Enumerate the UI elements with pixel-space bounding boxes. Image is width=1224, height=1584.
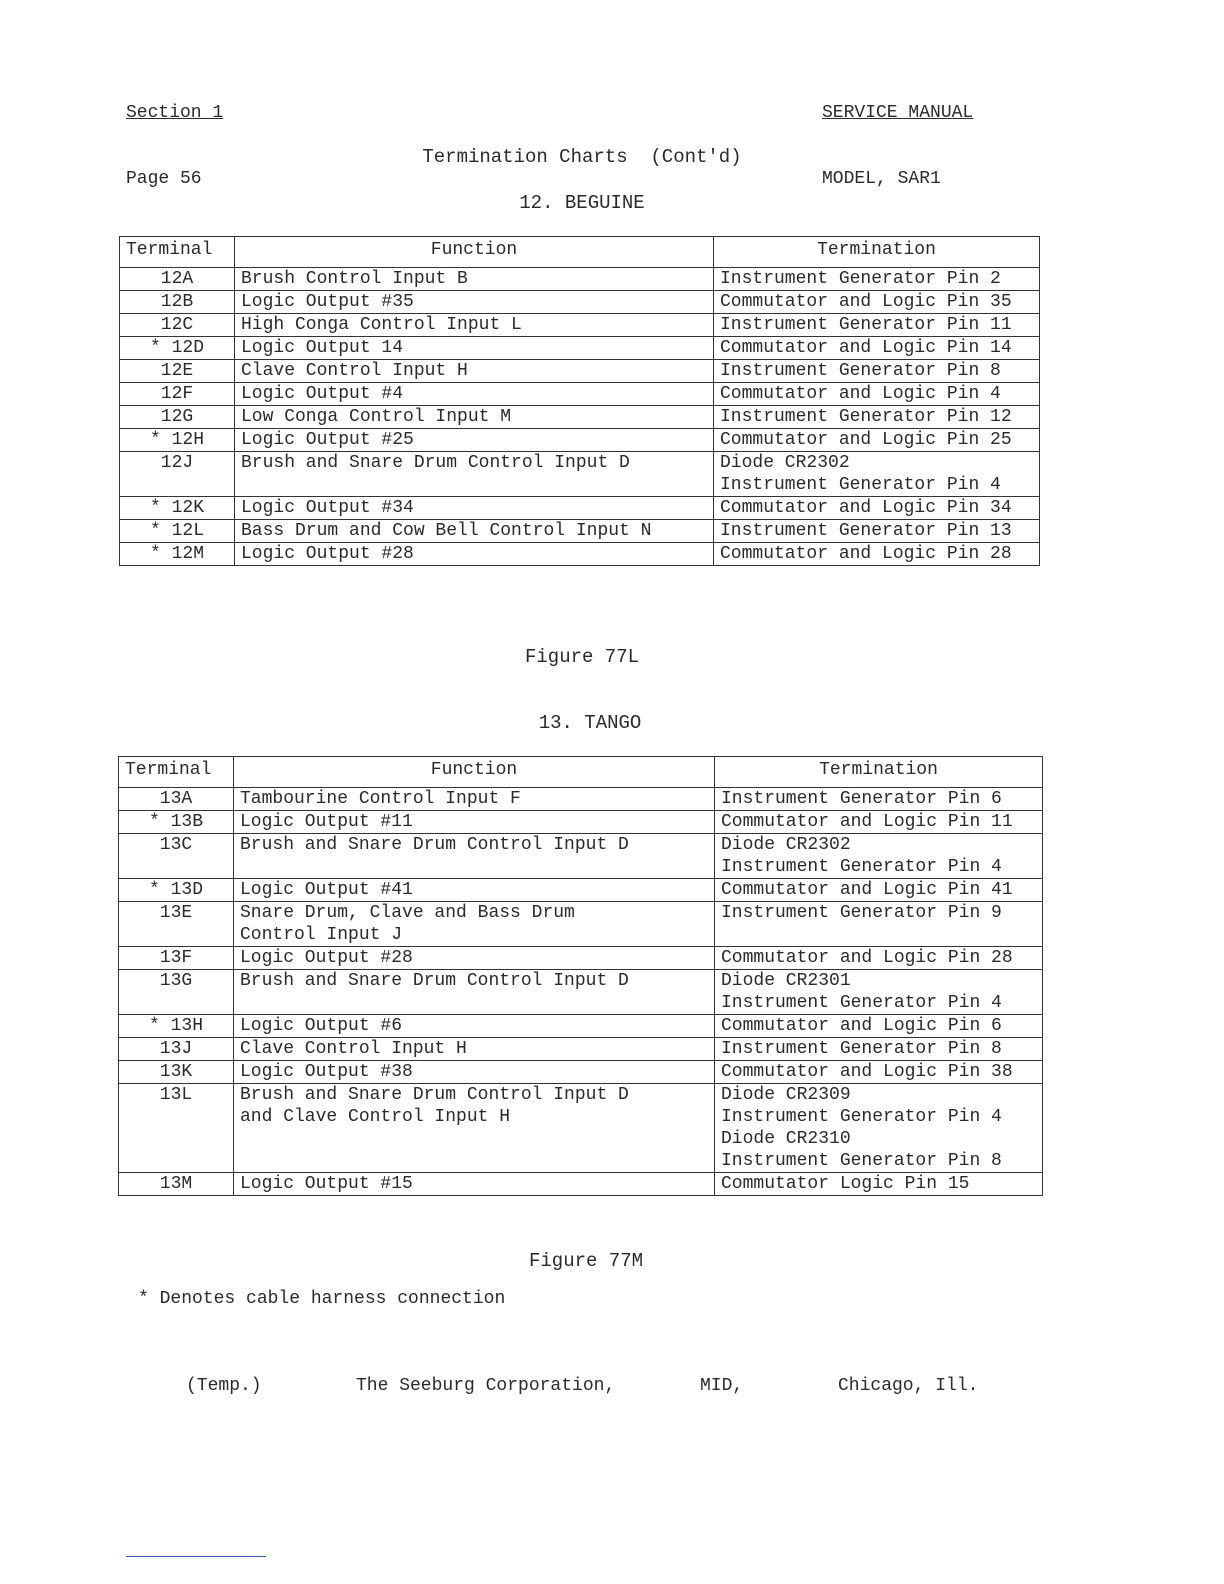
function-cell [235, 291, 714, 314]
function-cell [234, 879, 715, 902]
function-line: Logic Output #6 [240, 1016, 403, 1036]
function-line: Logic Output #41 [240, 880, 413, 900]
terminal-cell: 13J [119, 1038, 234, 1061]
termination-line: Diode CR2301 [721, 971, 851, 991]
termination-cell [715, 1173, 1043, 1196]
termination-table-tango [118, 756, 1043, 1196]
function-cell [235, 360, 714, 383]
function-line: Tambourine Control Input F [240, 789, 521, 809]
termination-line: Diode CR2302 [721, 835, 851, 855]
function-cell [234, 1173, 715, 1196]
table-row [120, 429, 1040, 452]
terminal-cell: * 12D [120, 337, 235, 360]
function-line: Logic Output #28 [240, 948, 413, 968]
function-cell [235, 383, 714, 406]
termination-line: Commutator and Logic Pin 11 [721, 812, 1013, 832]
function-cell [235, 497, 714, 520]
table-row [119, 1038, 1043, 1061]
termination-cell [715, 788, 1043, 811]
function-cell [235, 452, 714, 497]
terminal-cell: 13E [119, 902, 234, 947]
bottom-rule [126, 1556, 266, 1557]
termination-line: Commutator and Logic Pin 28 [720, 544, 1012, 564]
function-cell [234, 788, 715, 811]
footer-company: The Seeburg Corporation, [356, 1376, 616, 1396]
terminal-cell: 13L [119, 1084, 234, 1173]
section-heading-tango: 13. TANGO [538, 712, 642, 734]
table-row [120, 452, 1040, 497]
termination-line: Diode CR2310 [721, 1129, 851, 1149]
termination-cell [714, 429, 1040, 452]
function-cell [234, 947, 715, 970]
function-line: Logic Output 14 [241, 338, 404, 358]
terminal-cell: 12G [120, 406, 235, 429]
table-header-row [119, 757, 1043, 788]
termination-cell [715, 811, 1043, 834]
termination-cell [715, 879, 1043, 902]
column-header-function: Function [235, 237, 714, 268]
terminal-cell: 13M [119, 1173, 234, 1196]
termination-line: Commutator and Logic Pin 41 [721, 880, 1013, 900]
function-line: Logic Output #11 [240, 812, 413, 832]
table-row [120, 291, 1040, 314]
table-row [120, 383, 1040, 406]
table-header-row [120, 237, 1040, 268]
table-row [119, 1084, 1043, 1173]
table-row [119, 879, 1043, 902]
function-line: Logic Output #15 [240, 1174, 413, 1194]
terminal-cell: * 12H [120, 429, 235, 452]
function-line: Snare Drum, Clave and Bass Drum [240, 903, 575, 923]
function-line: Clave Control Input H [241, 361, 468, 381]
termination-line: Instrument Generator Pin 8 [721, 1151, 1002, 1171]
table-row [119, 902, 1043, 947]
table-row [120, 268, 1040, 291]
termination-line: Instrument Generator Pin 13 [720, 521, 1012, 541]
function-line: Logic Output #4 [241, 384, 404, 404]
header-left [126, 58, 223, 212]
table-row [119, 788, 1043, 811]
table-row [120, 497, 1040, 520]
function-line: Logic Output #28 [241, 544, 414, 564]
function-line: and Clave Control Input H [240, 1107, 511, 1127]
function-cell [234, 1015, 715, 1038]
termination-line: Commutator and Logic Pin 25 [720, 430, 1012, 450]
table-row [119, 834, 1043, 879]
termination-cell [715, 970, 1043, 1015]
terminal-cell: 12J [120, 452, 235, 497]
cable-harness-note: * Denotes cable harness connection [138, 1289, 506, 1309]
footer-division: MID, [700, 1376, 744, 1396]
column-header-function: Function [234, 757, 715, 788]
termination-line: Commutator Logic Pin 15 [721, 1174, 970, 1194]
table-row [119, 1173, 1043, 1196]
terminal-cell: 13K [119, 1061, 234, 1084]
termination-line: Commutator and Logic Pin 35 [720, 292, 1012, 312]
terminal-cell: 13F [119, 947, 234, 970]
table-row [119, 811, 1043, 834]
termination-cell [714, 291, 1040, 314]
termination-line: Instrument Generator Pin 6 [721, 789, 1002, 809]
termination-line: Instrument Generator Pin 12 [720, 407, 1012, 427]
page-title: Termination Charts (Cont'd) [422, 146, 742, 168]
function-cell [235, 520, 714, 543]
footer-city: Chicago, Ill. [838, 1376, 979, 1396]
termination-cell [715, 947, 1043, 970]
figure-caption-77l: Figure 77L [524, 646, 640, 668]
section-label: Section 1 [126, 103, 224, 123]
function-line: Logic Output #35 [241, 292, 414, 312]
function-cell [235, 406, 714, 429]
function-line: Logic Output #25 [241, 430, 414, 450]
termination-line: Instrument Generator Pin 4 [721, 1107, 1002, 1127]
section-heading-beguine: 12. BEGUINE [519, 192, 645, 214]
table-row [120, 520, 1040, 543]
termination-cell [715, 1084, 1043, 1173]
terminal-cell: 12A [120, 268, 235, 291]
page-number: Page 56 [126, 169, 202, 189]
table-row [119, 1061, 1043, 1084]
function-line: Bass Drum and Cow Bell Control Input N [241, 521, 652, 541]
column-header-termination: Termination [714, 237, 1040, 268]
termination-line: Commutator and Logic Pin 38 [721, 1062, 1013, 1082]
column-header-terminal: Terminal [119, 757, 234, 788]
function-cell [234, 811, 715, 834]
table-row [120, 406, 1040, 429]
function-line: Brush and Snare Drum Control Input D [240, 835, 629, 855]
termination-cell [714, 406, 1040, 429]
termination-line: Instrument Generator Pin 4 [721, 993, 1002, 1013]
termination-line: Instrument Generator Pin 8 [721, 1039, 1002, 1059]
termination-cell [714, 497, 1040, 520]
termination-line: Commutator and Logic Pin 28 [721, 948, 1013, 968]
terminal-cell: * 12K [120, 497, 235, 520]
footer-temp: (Temp.) [186, 1376, 262, 1396]
function-line: Brush and Snare Drum Control Input D [241, 453, 630, 473]
termination-line: Commutator and Logic Pin 4 [720, 384, 1001, 404]
function-line: Brush Control Input B [241, 269, 468, 289]
terminal-cell: 12C [120, 314, 235, 337]
table-row [120, 360, 1040, 383]
terminal-cell: 13G [119, 970, 234, 1015]
termination-cell [714, 452, 1040, 497]
termination-line: Diode CR2302 [720, 453, 850, 473]
function-line: Logic Output #38 [240, 1062, 413, 1082]
figure-caption-77m: Figure 77M [528, 1250, 644, 1272]
function-cell [235, 268, 714, 291]
function-cell [234, 970, 715, 1015]
function-cell [234, 1061, 715, 1084]
function-cell [234, 1084, 715, 1173]
termination-line: Instrument Generator Pin 4 [720, 475, 1001, 495]
table-row [120, 543, 1040, 566]
function-line: Control Input J [240, 925, 403, 945]
terminal-cell: * 12L [120, 520, 235, 543]
terminal-cell: * 13D [119, 879, 234, 902]
termination-cell [714, 360, 1040, 383]
terminal-cell: * 12M [120, 543, 235, 566]
termination-table-beguine [119, 236, 1040, 566]
function-line: Logic Output #34 [241, 498, 414, 518]
table-row [120, 314, 1040, 337]
termination-cell [714, 383, 1040, 406]
termination-cell [715, 1061, 1043, 1084]
termination-line: Instrument Generator Pin 8 [720, 361, 1001, 381]
manual-label: SERVICE MANUAL [822, 103, 974, 123]
termination-cell [715, 834, 1043, 879]
function-line: High Conga Control Input L [241, 315, 522, 335]
termination-line: Diode CR2309 [721, 1085, 851, 1105]
termination-line: Commutator and Logic Pin 34 [720, 498, 1012, 518]
termination-line: Instrument Generator Pin 9 [721, 903, 1002, 923]
termination-cell [714, 543, 1040, 566]
model-label: MODEL, SAR1 [822, 169, 941, 189]
termination-cell [715, 1038, 1043, 1061]
termination-line: Instrument Generator Pin 4 [721, 857, 1002, 877]
function-line: Brush and Snare Drum Control Input D [240, 1085, 629, 1105]
termination-line: Instrument Generator Pin 11 [720, 315, 1012, 335]
function-cell [235, 314, 714, 337]
terminal-cell: * 13H [119, 1015, 234, 1038]
function-line: Brush and Snare Drum Control Input D [240, 971, 629, 991]
terminal-cell: 13C [119, 834, 234, 879]
terminal-cell: 13A [119, 788, 234, 811]
function-line: Low Conga Control Input M [241, 407, 512, 427]
termination-cell [714, 520, 1040, 543]
terminal-cell: 12B [120, 291, 235, 314]
termination-line: Commutator and Logic Pin 14 [720, 338, 1012, 358]
function-cell [235, 337, 714, 360]
table-row [119, 1015, 1043, 1038]
termination-cell [715, 1015, 1043, 1038]
termination-cell [714, 337, 1040, 360]
column-header-termination: Termination [715, 757, 1043, 788]
function-line: Clave Control Input H [240, 1039, 467, 1059]
termination-cell [715, 902, 1043, 947]
function-cell [235, 543, 714, 566]
function-cell [234, 902, 715, 947]
table-row [120, 337, 1040, 360]
termination-line: Instrument Generator Pin 2 [720, 269, 1001, 289]
function-cell [234, 1038, 715, 1061]
header-right [822, 58, 973, 212]
table-row [119, 970, 1043, 1015]
function-cell [235, 429, 714, 452]
table-row [119, 947, 1043, 970]
termination-cell [714, 314, 1040, 337]
terminal-cell: 12F [120, 383, 235, 406]
column-header-terminal: Terminal [120, 237, 235, 268]
termination-line: Commutator and Logic Pin 6 [721, 1016, 1002, 1036]
termination-cell [714, 268, 1040, 291]
function-cell [234, 834, 715, 879]
terminal-cell: 12E [120, 360, 235, 383]
terminal-cell: * 13B [119, 811, 234, 834]
